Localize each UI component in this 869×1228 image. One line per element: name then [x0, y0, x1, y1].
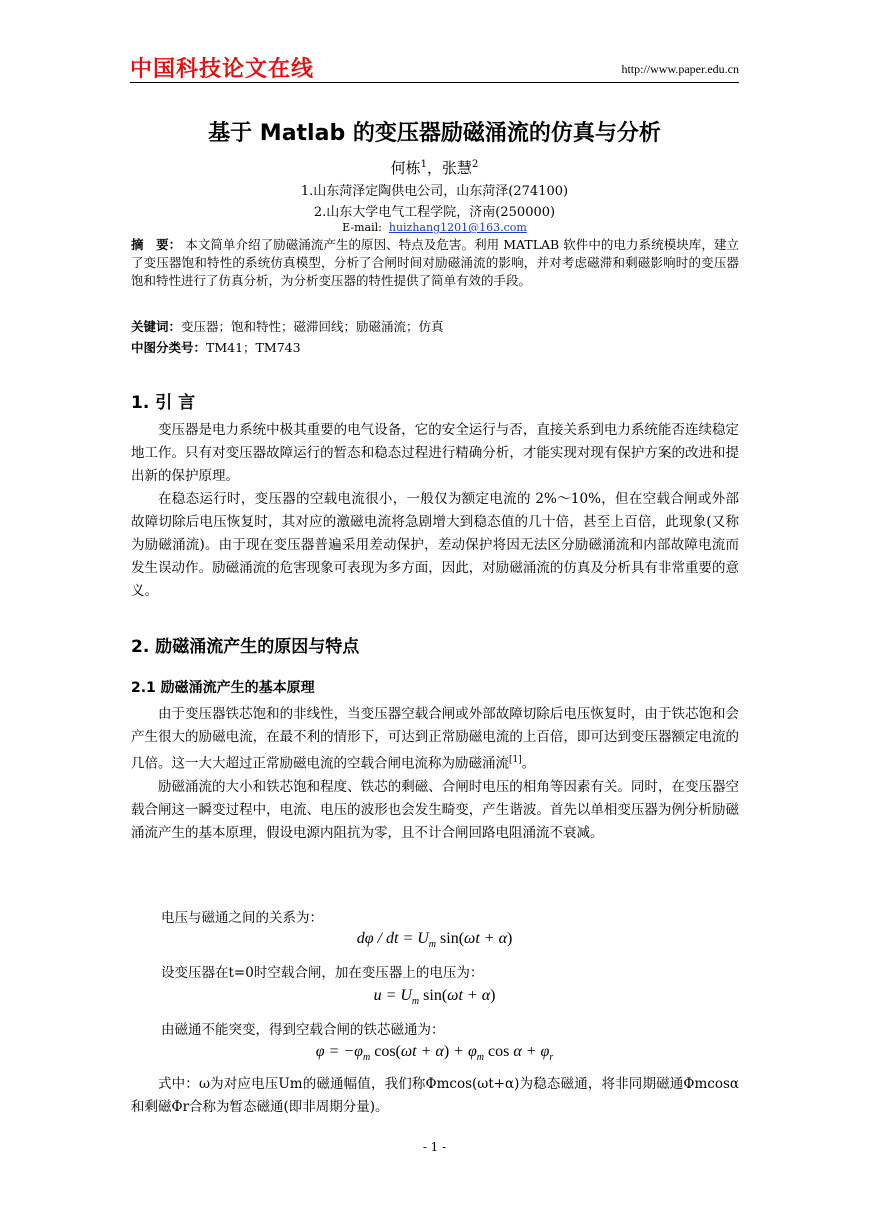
page-header — [130, 50, 739, 83]
section-2-tail — [131, 1073, 739, 1119]
paragraph: 励磁涌流的大小和铁芯饱和程度、铁芯的剩磁、合闸时电压的相角等因素有关。同时，在变压器空载合闸这一瞬变过程中，电流、电压的波形也会发生畸变，产生谐波。首先以单相变压器为例分析励磁涌流产生的基本原理，假设电源内阻抗为零，且不计合闸回路电阻涌流不衰减。 — [131, 778, 739, 841]
paragraph-text: 由于变压器铁芯饱和的非线性，当变压器空载合闸或外部故障切除后电压恢复时，由于铁芯饱和会产生很大的励磁电流，在最不利的情形下，可达到正常励磁电流的上百倍，即可达到变压器额定电流的几倍。这一大大超过正常励磁电流的空载合闸电流称为励磁涌流 — [131, 706, 739, 772]
author-list — [0, 157, 869, 178]
author-2: 张慧 — [442, 159, 473, 177]
keywords-label: 关键词： — [131, 319, 182, 334]
abstract-label: 摘 要： — [131, 237, 182, 252]
paragraph: 变压器是电力系统中极其重要的电气设备，它的安全运行与否，直接关系到电力系统能否连续稳定地工作。只有对变压器故障运行的暂态和稳态过程进行精确分析，才能实现对现有保护方案的改进和提出新的保护原理。 — [131, 422, 739, 484]
email-line — [0, 221, 869, 234]
equation-1: dφ / dt = $U_m$ sin(ωt + α) — [356, 930, 513, 951]
keywords-text: 变压器；饱和特性；磁滞回线；励磁涌流；仿真 — [181, 319, 444, 334]
section-2-heading: 2. 励磁涌流产生的原因与特点 — [131, 637, 360, 657]
citation[interactable]: [1] — [509, 755, 522, 765]
site-logo: 中国科技论文在线 — [130, 57, 315, 82]
author-1: 何栋 — [390, 159, 421, 177]
section-1-body — [131, 419, 739, 603]
email-link[interactable]: huizhang1201@163.com — [388, 221, 527, 234]
author-2-affil: 2 — [472, 159, 479, 170]
section-2-body — [131, 703, 739, 845]
affiliation-2: 2.山东大学电气工程学院，济南(250000) — [313, 205, 556, 220]
abstract-text: 本文简单介绍了励磁涌流产生的原因、特点及危害。利用 MATLAB 软件中的电力系统模块库，建立了变压器饱和特性的系统仿真模型，分析了合闸时间对励磁涌流的影响，并对考虑磁滞和剩磁影响时的变压器饱和特性进行了仿真分析，为分析变压器的特性提供了简单有效的手段。 — [131, 237, 739, 288]
author-1-affil: 1 — [420, 159, 427, 170]
classification-label: 中图分类号： — [131, 340, 207, 355]
classification-text: TM41；TM743 — [206, 340, 301, 355]
paper-title: 基于 Matlab 的变压器励磁涌流的仿真与分析 — [208, 121, 661, 146]
classification — [131, 338, 739, 356]
page-number: - 1 - — [422, 1140, 447, 1154]
paragraph: 在稳态运行时，变压器的空载电流很小，一般仅为额定电流的 2%～10%，但在空载合闸或外部故障切除后电压恢复时，其对应的激磁电流将急剧增大到稳态值的几十倍，甚至上百倍，此现象(又称为励磁涌流)。由于现在变压器普遍采用差动保护，差动保护将因无法区分励磁涌流和内部故障电流而发生误动作。励磁涌流的危害现象可表现为多方面，因此，对励磁涌流的仿真及分析具有非常重要的意义。 — [131, 491, 739, 599]
author-separator: ， — [426, 159, 442, 177]
keywords — [131, 317, 739, 335]
abstract — [131, 236, 739, 290]
equation-3: $\varphi = -\varphi_m$ $\cos(\omega t + \alpha) + \varphi_m$ $\cos \alpha + \varphi_r$ — [315, 1043, 554, 1064]
text-line: 电压与磁通之间的关系为： — [161, 910, 323, 926]
text-line: 由磁通不能突变，得到空载合闸的铁芯磁通为： — [161, 1022, 445, 1038]
paragraph — [131, 703, 739, 776]
section-1-heading: 1. 引 言 — [131, 393, 196, 413]
header-url[interactable]: http://www.paper.edu.cn — [621, 62, 739, 76]
text-line: 设变压器在t=0时空载合闸，加在变压器上的电压为： — [161, 965, 484, 981]
affiliation-1: 1.山东菏泽定陶供电公司，山东菏泽(274100) — [300, 184, 569, 199]
paragraph: 式中：ω为对应电压Um的磁通幅值，我们称Φmcos(ωt+α)为稳态磁通，将非同期磁通Φmcosα和剩磁Φr合称为暂态磁通(即非周期分量)。 — [131, 1076, 739, 1115]
equation-2: $u = U_m$ sin(ωt + α) — [373, 987, 496, 1008]
paragraph-end: 。 — [521, 755, 536, 772]
subsection-2-1-heading: 2.1 励磁涌流产生的基本原理 — [131, 680, 315, 696]
email-label: E-mail: — [342, 221, 382, 234]
